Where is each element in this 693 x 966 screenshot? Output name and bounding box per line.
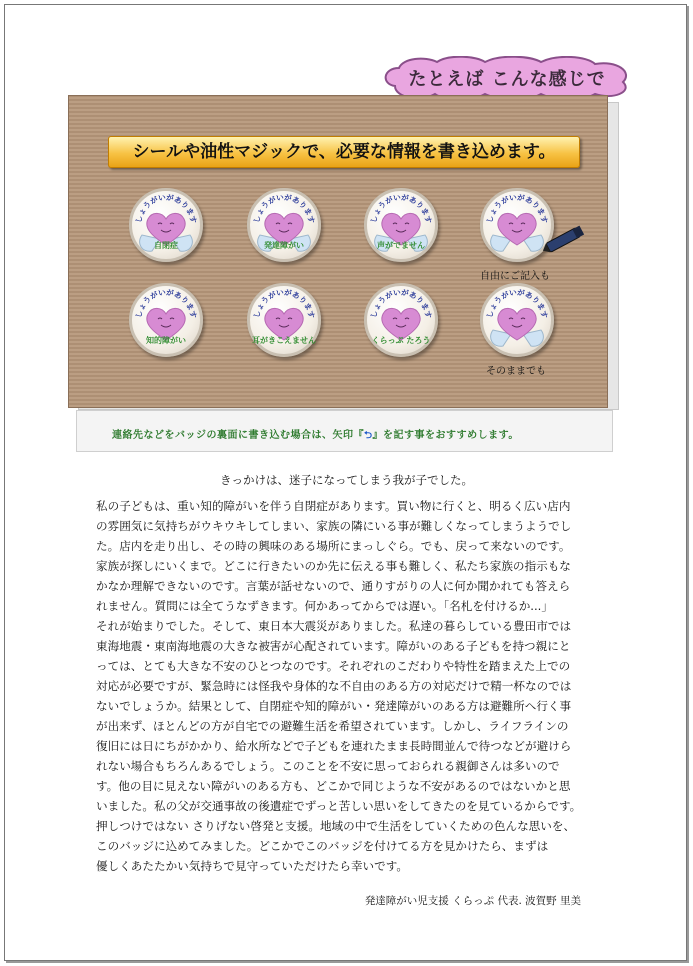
badge-note: 自由にご記入も: [480, 271, 550, 282]
body-line: 家族が探しにいくまで。どこに行きたいのか先に伝える事も難しく、私たち家族の指示もな: [96, 559, 571, 573]
svg-text:しょうがいがあります: しょうがいがあります: [484, 287, 550, 319]
badge: [247, 283, 321, 357]
badge-caption: 声がでません: [377, 241, 425, 250]
svg-text:しょうがいがあります: しょうがいがあります: [251, 192, 317, 224]
header-cloud-text: たとえば こんな感じで: [408, 69, 606, 90]
body-line: 東海地震・東南海地震の大きな被害が心配されています。障がいのある子どもを持つ親にと: [96, 639, 571, 653]
body-line: このバッジに込めてみました。どこかでこのバッジを付けてる方を見かけたら、まずは: [96, 839, 549, 853]
banner-text: シールや油性マジックで、必要な情報を書き込めます。: [132, 142, 556, 162]
signature: 発達障がい児支援 くらっぷ 代表. 波賀野 里美: [364, 895, 581, 907]
svg-text:しょうがいがあります: しょうがいがあります: [368, 192, 434, 224]
badge: [247, 188, 321, 262]
body-paragraph: [96, 496, 596, 876]
badge: [480, 283, 554, 357]
body-line: 復旧には日にちがかかり、給水所などで子どもを連れたまま長時間並んで待つなどが避けら: [96, 739, 572, 753]
marker-pen-icon: [540, 222, 590, 260]
badge-caption: 耳がきこえません: [252, 336, 316, 345]
badge: [364, 188, 438, 262]
body-line: す。他の目に見えない障がいのある方も、どこかで同じような不安があるのではないかと思: [96, 779, 571, 793]
notice-text: [112, 426, 519, 445]
header-cloud: [381, 56, 633, 100]
svg-text:しょうがいがあります: しょうがいがあります: [133, 192, 199, 224]
svg-text:しょうがいがあります: しょうがいがあります: [484, 192, 550, 224]
smiling-heart-icon: [483, 286, 551, 354]
body-line: っては、とても大きな不安のひとつなのです。それぞれのこだわりや特性を踏まえた上での: [96, 659, 571, 673]
lead-sentence: きっかけは、迷子になってしまう我が子でした。: [220, 473, 473, 487]
notice-text-before: 連絡先などをバッジの裏面に書き込む場合は、矢印『: [112, 430, 364, 441]
body-line: いました。私の父が交通事故の後遺症でずっと苦しい思いをしてきたのを見ているからです。: [96, 799, 582, 813]
body-line: 私の子どもは、重い知的障がいを伴う自閉症があります。買い物に行くと、明るく広い店内: [96, 499, 571, 513]
svg-text:しょうがいがあります: しょうがいがあります: [133, 287, 199, 319]
svg-text:しょうがいがあります: しょうがいがあります: [251, 287, 317, 319]
body-line: れません。質問には全てうなずきます。何かあってからでは遅い。「名札を付けるか...」: [96, 599, 553, 613]
body-line: れない場合もちろんあるでしょう。このことを不安に思っておられる親御さんは多いので: [96, 759, 560, 773]
badge-note: そのままでも: [486, 366, 546, 377]
badge: [364, 283, 438, 357]
return-arrow-icon: ⮌: [364, 430, 373, 441]
body-line: 押しつけではない さりげない啓発と支援。地域の中で生活をしていくための色んな思いを、: [96, 819, 576, 833]
instruction-banner: [108, 136, 580, 168]
notice-text-after: 』を記す事をおすすめします。: [372, 430, 519, 441]
badge: [129, 283, 203, 357]
badge: [129, 188, 203, 262]
body-line: ないでしょうか。結果として、自閉症や知的障がい・発達障がいのある方は避難所へ行く事: [96, 699, 572, 713]
svg-text:しょうがいがあります: しょうがいがあります: [368, 287, 434, 319]
badge-caption: 知的障がい: [146, 336, 186, 345]
body-line: 対応が必要ですが、緊急時には怪我や身体的な不自由のある方の対応だけで精一杯なのでは: [96, 679, 572, 693]
badge-caption: 発達障がい: [264, 241, 304, 250]
body-line: それが始まりでした。そして、東日本大震災がありました。私達の暮らしている豊田市では: [96, 619, 572, 633]
body-line: た。店内を走り出し、その時の興味のある場所にまっしぐら。でも、戻って来ないのです。: [96, 539, 571, 553]
body-line: 優しくあたたかい気持ちで見守っていただけたら幸いです。: [96, 859, 408, 873]
badge-caption: 自閉症: [154, 241, 178, 250]
body-line: かなか理解できないのです。言葉が話せないので、通りすがりの人に何か聞かれても答えら: [96, 579, 571, 593]
body-line: が出来ず、ほとんどの方が自宅での避難生活を希望されています。しかし、ライフラインの: [96, 719, 569, 733]
badge-caption: くらっぷ たろう: [371, 336, 431, 345]
body-line: の雰囲気に気持ちがウキウキしてしまい、家族の隣にいる事が難しくなってしまうようでし: [96, 519, 572, 533]
